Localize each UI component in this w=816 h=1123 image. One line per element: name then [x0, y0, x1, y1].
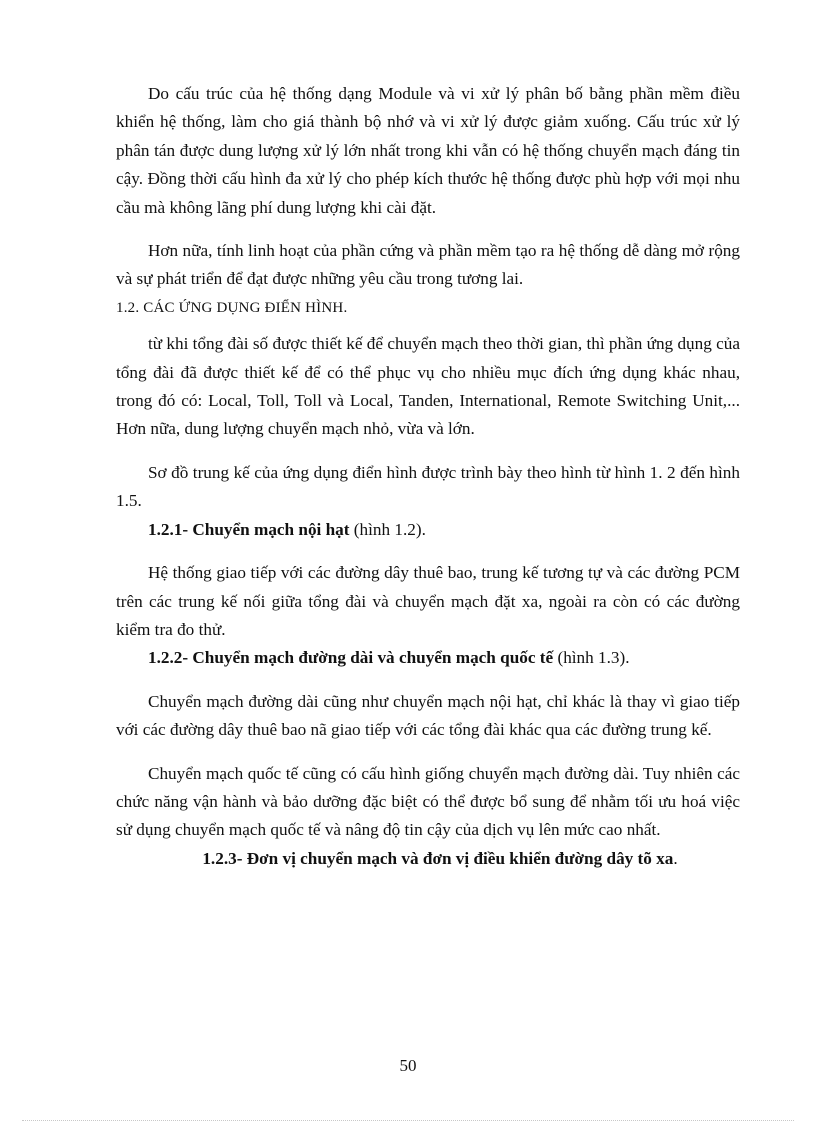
page-number: 50	[399, 1056, 417, 1075]
subheading-toll-international-ref: (hình 1.3).	[553, 648, 630, 668]
subheading-remote-unit-tail: .	[673, 848, 678, 868]
paragraph-local-switching: Hệ thống giao tiếp với các đường dây thuê bao, trung kế tương tự và các đường PCM trên các trung kế nối giữa tổng đài và chuyển mạch đặt xa, ngoài ra còn có các đường kiểm tra đo thử.	[116, 563, 740, 639]
subheading-toll-international	[116, 644, 740, 672]
paragraph-applications: từ khi tổng đài số được thiết kế để chuyển mạch theo thời gian, thì phần ứng dụng của tổng đài đã được thiết kế để có thể phục vụ cho nhiều mục đích ứng dụng khác nhau, trong đó có: Local, Toll, Toll và Local, Tanden, International, Remote Switching Unit,... Hơn nữa, dung lượng chuyển mạch nhỏ, vừa và lớn.	[116, 334, 740, 439]
document-page	[116, 80, 740, 873]
paragraph-flexibility: Hơn nữa, tính linh hoạt của phần cứng và phần mềm tạo ra hệ thống dễ dàng mở rộng và sự phát triển để đạt được những yêu cầu trong tương lai.	[116, 241, 740, 289]
footer-divider	[22, 1120, 794, 1121]
subheading-local-switching	[116, 516, 740, 544]
paragraph-toll-switching: Chuyển mạch đường dài cũng như chuyển mạch nội hạt, chỉ khác là thay vì giao tiếp với các đường dây thuê bao nã giao tiếp với các tổng đài khác qua các đường trung kế.	[116, 691, 740, 740]
subheading-local-switching-title: 1.2.1- Chuyển mạch nội hạt	[148, 519, 350, 539]
section-heading-typical-applications: 1.2. CÁC ỨNG DỤNG ĐIỂN HÌNH.	[116, 299, 348, 316]
subheading-toll-international-title: 1.2.2- Chuyển mạch đường dài và chuyển mạch quốc tế	[148, 648, 554, 668]
subheading-local-switching-ref: (hình 1.2).	[349, 519, 426, 539]
paragraph-module-structure: Do cấu trúc của hệ thống dạng Module và vi xử lý phân bố bằng phần mềm điều khiển hệ thống, làm cho giá thành bộ nhớ và vi xử lý được giảm xuống. Cấu trúc xử lý phân tán được dung lượng xử lý lớn nhất trong khi vẫn có hệ thống chuyển mạch đáng tin cậy. Đồng thời cấu hình đa xử lý cho phép kích thước hệ thống được phù hợp với mọi nhu cầu mà không lãng phí dung lượng khi cài đặt.	[116, 84, 740, 217]
paragraph-international-switching: Chuyển mạch quốc tế cũng có cấu hình giống chuyển mạch đường dài. Tuy nhiên các chức năng vận hành và bảo dưỡng đặc biệt có thể được bổ sung để nhằm tối ưu hoá việc sử dụng chuyển mạch quốc tế và nâng độ tin cậy của dịch vụ lên mức cao nhất.	[116, 763, 740, 840]
paragraph-trunk-diagram: Sơ đồ trung kế của ứng dụng điển hình được trình bày theo hình từ hình 1. 2 đến hình 1.5.	[116, 462, 740, 511]
subheading-remote-unit	[116, 845, 740, 873]
subheading-remote-unit-title: 1.2.3- Đơn vị chuyển mạch và đơn vị điều khiển đường dây tõ xa	[202, 848, 674, 868]
